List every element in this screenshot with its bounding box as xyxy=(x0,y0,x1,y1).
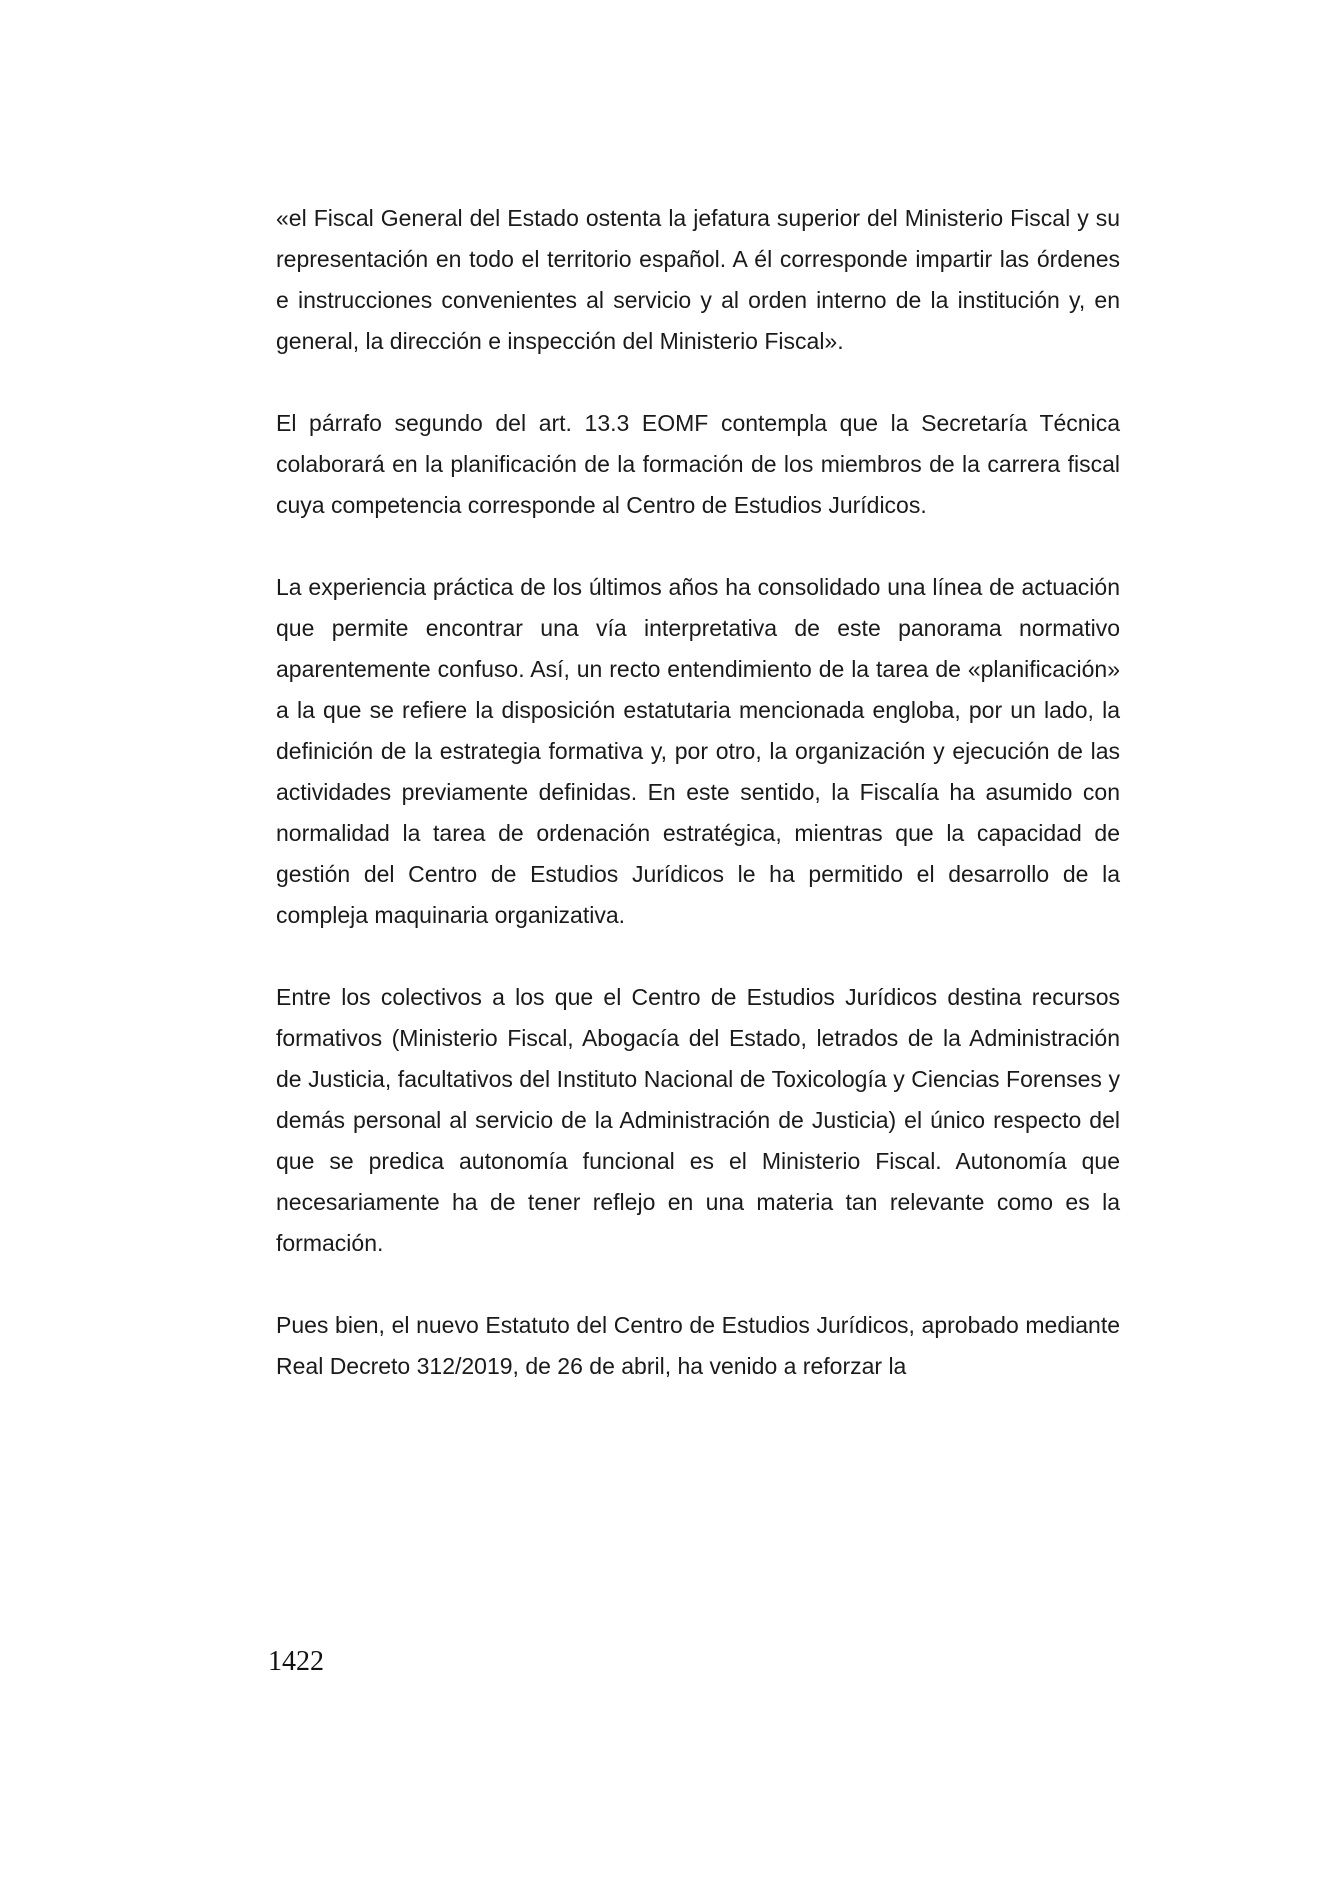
paragraph-4: Entre los colectivos a los que el Centro de Estudios Jurídicos destina recursos formativos (Ministerio Fiscal, Abogacía del Estado, letrados de la Administración de Justicia, facultativos del Instituto Nacional de Toxicología y Ciencias Forenses y demás personal al servicio de la Administración de Justicia) el único respecto del que se predica autonomía funcional es el Ministerio Fiscal. Autonomía que necesariamente ha de tener reflejo en una materia tan relevante como es la formación. xyxy=(276,984,1120,1256)
paragraph-2: El párrafo segundo del art. 13.3 EOMF contempla que la Secretaría Técnica colaborará en la planificación de la formación de los miembros de la carrera fiscal cuya competencia corresponde al Centro de Estudios Jurídicos. xyxy=(276,410,1120,518)
paragraph-1: «el Fiscal General del Estado ostenta la jefatura superior del Ministerio Fiscal y su representación en todo el territorio español. A él corresponde impartir las órdenes e instrucciones convenientes al servicio y al orden interno de la institución y, en general, la dirección e inspección del Ministerio Fiscal». xyxy=(276,205,1120,354)
paragraph-3: La experiencia práctica de los últimos años ha consolidado una línea de actuación que permite encontrar una vía interpretativa de este panorama normativo aparentemente confuso. Así, un recto entendimiento de la tarea de «planificación» a la que se refiere la disposición estatutaria mencionada engloba, por un lado, la definición de la estrategia formativa y, por otro, la organización y ejecución de las actividades previamente definidas. En este sentido, la Fiscalía ha asumido con normalidad la tarea de ordenación estratégica, mientras que la capacidad de gestión del Centro de Estudios Jurídicos le ha permitido el desarrollo de la compleja maquinaria organizativa. xyxy=(276,574,1120,928)
body-text xyxy=(276,198,1120,1428)
paragraph-5: Pues bien, el nuevo Estatuto del Centro de Estudios Jurídicos, aprobado mediante Real Decreto 312/2019, de 26 de abril, ha venido a reforzar la xyxy=(276,1312,1120,1379)
page-number: 1422 xyxy=(268,1646,324,1677)
